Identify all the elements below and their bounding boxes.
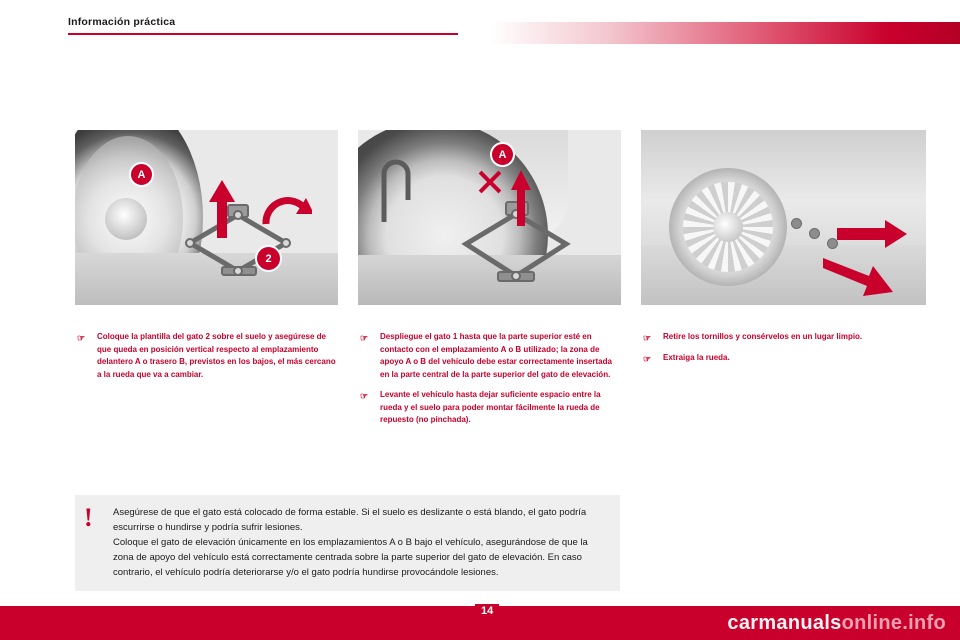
warning-line-1: Asegúrese de que el gato está colocado de forma estable. Si el suelo es deslizante o está blando, el gato podría escurrirse o hundirse y podría sufrir lesiones. xyxy=(113,507,587,533)
caption-text: Retire los tornillos y consérvelos en un lugar limpio. xyxy=(663,332,863,341)
caption-bullet xyxy=(75,331,338,381)
caption-column-2 xyxy=(358,331,621,435)
pointer-icon: ☞ xyxy=(360,333,369,343)
caption-bullet xyxy=(641,352,926,365)
diagonal-arrow-icon xyxy=(823,254,899,302)
pointer-icon: ☞ xyxy=(77,333,86,343)
hub-graphic xyxy=(713,212,743,242)
caption-bullet xyxy=(358,331,621,381)
illustration-jack-positioning xyxy=(75,130,338,305)
watermark-primary: carmanuals xyxy=(727,612,842,634)
caption-column-3 xyxy=(641,331,926,372)
caption-text: Levante el vehículo hasta dejar suficiente espacio entre la rueda y el suelo para poder montar fácilmente la rueda de repuesto (no pinchada). xyxy=(380,390,601,424)
crank-handle-graphic xyxy=(378,156,438,226)
illustration-remove-wheel xyxy=(641,130,926,305)
pointer-icon: ☞ xyxy=(643,333,652,343)
header-rule xyxy=(68,33,458,35)
rotate-arrow-icon xyxy=(260,188,312,240)
wheel-bolt xyxy=(791,218,802,229)
wheel-graphic xyxy=(669,168,787,286)
warning-line-2: Coloque el gato de elevación únicamente en los emplazamientos A o B bajo el vehículo, asegurándose de que la zona de apoyo del vehículo está correctamente centrada sobre la parte superior del gato de elevación. En caso contrario, el vehículo podría deteriorarse y/o el gato podría hundirse provocándole lesiones. xyxy=(113,537,588,578)
caption-text: Extraiga la rueda. xyxy=(663,352,730,362)
caption-text: Despliegue el gato 1 hasta que la parte superior esté en contacto con el emplazamiento A o B utilizado; la zona de apoyo A o B del vehículo debe estar correctamente insertada en la parte central de la parte superior del gato de elevación. xyxy=(380,332,612,379)
badge-2: 2 xyxy=(255,245,282,272)
pointer-icon: ☞ xyxy=(643,353,652,364)
right-arrow-icon xyxy=(837,218,909,250)
warning-text xyxy=(113,505,608,580)
badge-a: A xyxy=(129,162,154,187)
caption-column-1 xyxy=(75,331,338,389)
watermark-secondary: online.info xyxy=(841,612,946,634)
illustration-jack-unfold xyxy=(358,130,621,305)
up-arrow-icon xyxy=(510,170,532,228)
page-number: 14 xyxy=(475,604,499,618)
caption-bullet xyxy=(641,331,926,344)
header-gradient-band xyxy=(490,22,960,44)
pointer-icon: ☞ xyxy=(360,391,369,401)
up-arrow-icon xyxy=(207,180,237,240)
warning-exclamation-icon: ! xyxy=(84,503,93,532)
badge-a: A xyxy=(490,142,515,167)
caption-bullet xyxy=(358,389,621,427)
watermark xyxy=(727,612,946,635)
wheel-bolt xyxy=(809,228,820,239)
hub-graphic xyxy=(105,198,147,240)
page-title: Información práctica xyxy=(68,16,176,28)
page-header xyxy=(0,0,960,34)
caption-text: Coloque la plantilla del gato 2 sobre el suelo y asegúrese de que queda en posición vertical respecto al emplazamiento delantero A o trasero B, previstos en los bajos, el más cercano a la rueda que va a cambiar. xyxy=(97,332,336,379)
